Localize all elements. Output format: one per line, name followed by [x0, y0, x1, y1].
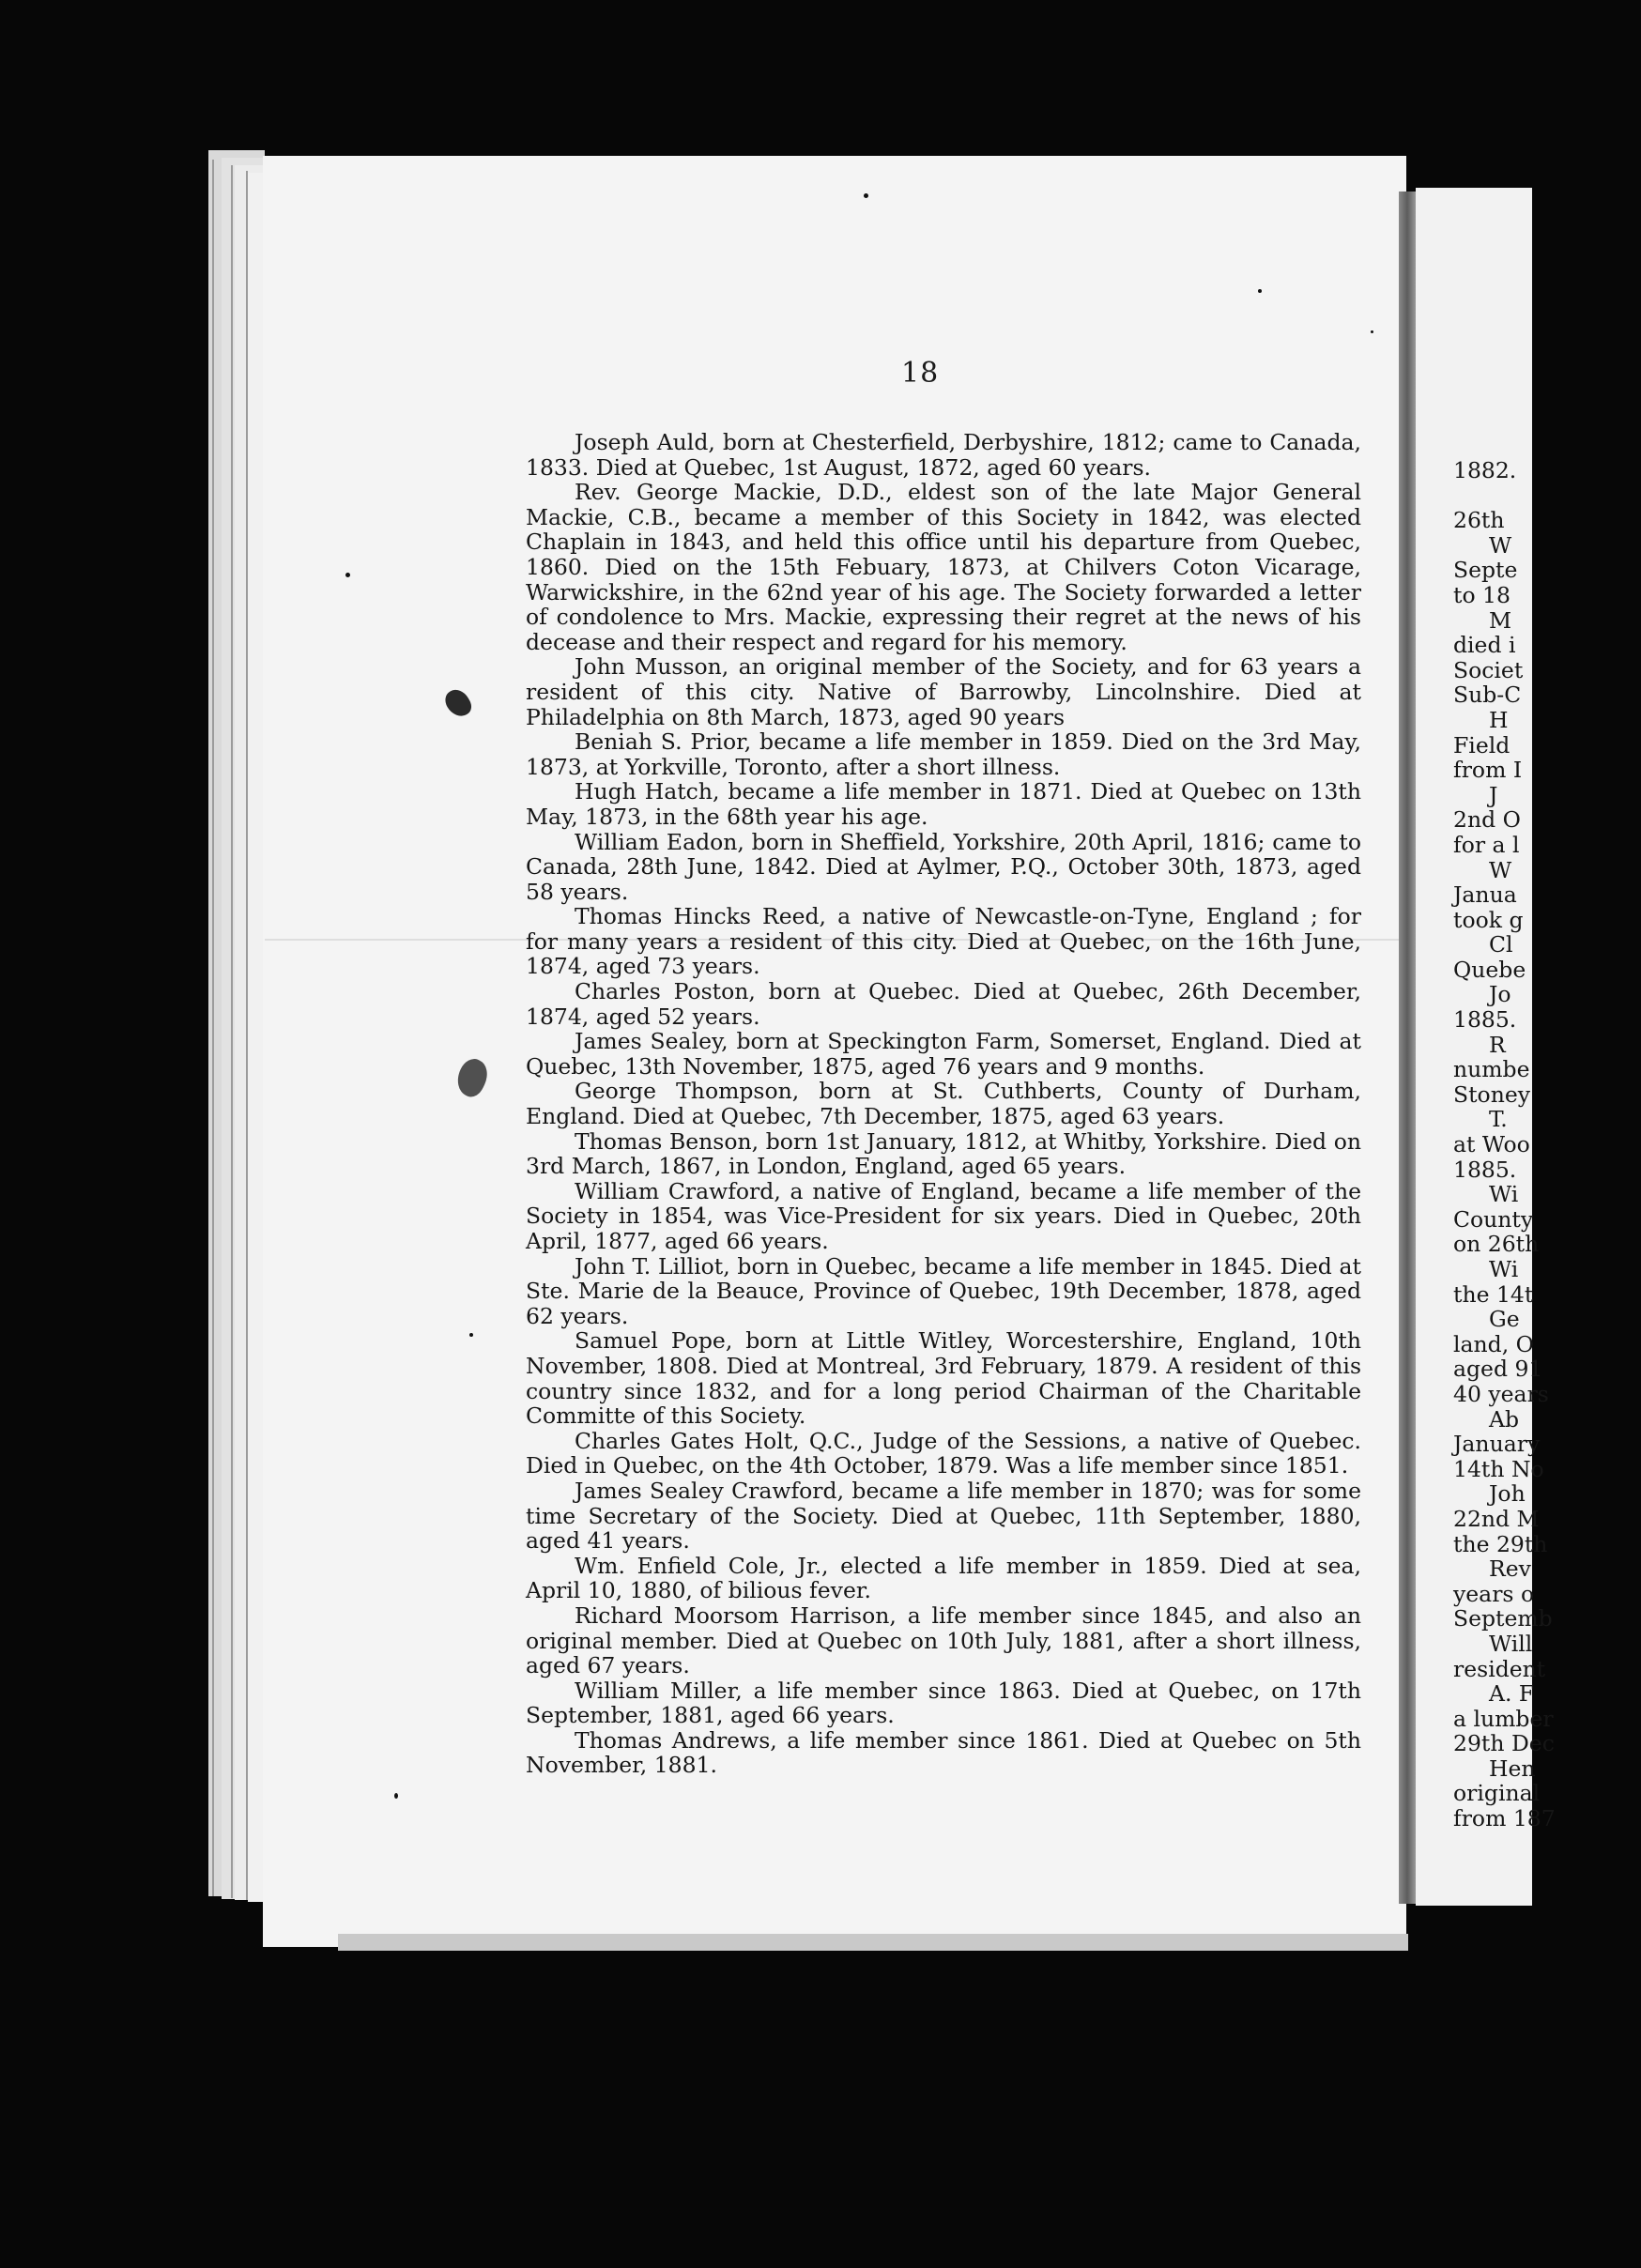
facing-page-line: County — [1453, 1205, 1534, 1233]
facing-page-line: land, O — [1453, 1330, 1534, 1357]
facing-page-line: A. F — [1489, 1680, 1535, 1708]
facing-page-line: took g — [1453, 906, 1524, 933]
obituary-entry: Wm. Enfield Cole, Jr., elected a life member in 1859. Died at sea, April 10, 1880, of bilious fever. — [526, 1552, 1361, 1604]
facing-page-line: 40 years — [1453, 1380, 1549, 1407]
facing-page-line: 22nd M — [1453, 1505, 1540, 1532]
facing-page-line: Wi — [1489, 1256, 1519, 1282]
facing-page-line: from 187 — [1453, 1805, 1556, 1832]
facing-page-text — [1453, 458, 1641, 1831]
obituary-entry: Samuel Pope, born at Little Witley, Worcestershire, England, 10th November, 1808. Died at Montreal, 3rd February, 1879. A resident of this country since 1832, and for a long period Chairman of the Charitable Committe of this Society. — [526, 1327, 1361, 1430]
facing-page-line: resident — [1453, 1655, 1546, 1682]
obituary-entry: Thomas Andrews, a life member since 1861. Died at Quebec on 5th November, 1881. — [526, 1726, 1361, 1779]
facing-page-line: the 14t — [1453, 1280, 1534, 1308]
facing-page-line: Field — [1453, 731, 1511, 759]
facing-page-line: aged 91 — [1453, 1356, 1543, 1383]
facing-page-line: at Woo — [1453, 1131, 1530, 1158]
facing-page-line: R — [1489, 1031, 1506, 1058]
page-number: 18 — [901, 357, 940, 390]
obituary-entry: John Musson, an original member of the Society, and for 63 years a resident of this city. Native of Barrowby, Lincolnshire. Died at Philadelphia on 8th March, 1873, aged 90 years — [526, 653, 1361, 730]
obituary-entry: Thomas Hincks Reed, a native of Newcastle-on-Tyne, England ; for for many years a resident of this city. Died at Quebec, on the 16th June, 1874, aged 73 years. — [526, 903, 1361, 980]
page-edge-line — [246, 171, 248, 1900]
ink-speck — [1371, 330, 1373, 333]
page-edge-line — [231, 165, 233, 1898]
obituary-entry: Hugh Hatch, became a life member in 1871. Died at Quebec on 13th May, 1873, in the 68th year his age. — [526, 778, 1361, 830]
page-bottom-edge — [338, 1934, 1408, 1951]
facing-page-line: Joh — [1489, 1480, 1526, 1508]
facing-page-line: to 18 — [1453, 581, 1511, 608]
facing-page-line: Septemb — [1453, 1605, 1553, 1632]
facing-page-line: Hen — [1489, 1755, 1536, 1782]
facing-page-line: on 26th — [1453, 1231, 1540, 1258]
facing-page-line: numbe — [1453, 1056, 1530, 1083]
facing-page-line: 1885. — [1453, 1156, 1517, 1183]
obituary-entry: William Miller, a life member since 1863. Died at Quebec, on 17th September, 1881, aged 66 years. — [526, 1677, 1361, 1729]
obituary-entry: Beniah S. Prior, became a life member in 1859. Died on the 3rd May, 1873, at Yorkville, Toronto, after a short illness. — [526, 728, 1361, 780]
page-edge-line — [212, 160, 214, 1896]
obituary-entry: James Sealey Crawford, became a life member in 1870; was for some time Secretary of the Society. Died at Quebec, 11th September, 1880, aged 41 years. — [526, 1477, 1361, 1555]
facing-page-line: from I — [1453, 757, 1523, 784]
facing-page-line: Ab — [1489, 1405, 1520, 1433]
obituary-list — [526, 430, 1361, 1778]
obituary-entry: William Eadon, born in Sheffield, Yorkshire, 20th April, 1816; came to Canada, 28th June, 1842. Died at Aylmer, P.Q., October 30th, 1873, aged 58 years. — [526, 828, 1361, 905]
facing-page-line: for a l — [1453, 831, 1520, 858]
facing-page-line: 1885. — [1453, 1006, 1517, 1034]
obituary-entry: William Crawford, a native of England, became a life member of the Society in 1854, was Vice-President for six years. Died in Quebec, 20th April, 1877, aged 66 years. — [526, 1177, 1361, 1254]
obituary-entry: James Sealey, born at Speckington Farm, Somerset, England. Died at Quebec, 13th November, 1875, aged 76 years and 9 months. — [526, 1028, 1361, 1080]
obituary-entry: Charles Gates Holt, Q.C., Judge of the Sessions, a native of Quebec. Died in Quebec, on the 4th October, 1879. Was a life member since 1851. — [526, 1427, 1361, 1479]
facing-page-line: T. — [1489, 1106, 1508, 1133]
facing-page-line: Ge — [1489, 1306, 1520, 1333]
facing-page-line: 29th Dec — [1453, 1730, 1555, 1757]
facing-page-line: Quebe — [1453, 956, 1526, 983]
ink-speck — [394, 1793, 398, 1799]
facing-page-line: W — [1489, 856, 1512, 883]
facing-page-line: Cl — [1489, 931, 1513, 958]
facing-page-line: Rev — [1489, 1555, 1531, 1583]
facing-page-line: Jo — [1489, 981, 1511, 1008]
book-gutter — [1399, 192, 1416, 1904]
ink-speck — [345, 573, 350, 577]
facing-page-line: Societ — [1453, 656, 1524, 683]
obituary-entry: George Thompson, born at St. Cuthberts, County of Durham, England. Died at Quebec, 7th December, 1875, aged 63 years. — [526, 1078, 1361, 1130]
obituary-entry: Rev. George Mackie, D.D., eldest son of the late Major General Mackie, C.B., became a member of this Society in 1842, was elected Chaplain in 1843, and held this office until his departure from Quebec, 1860. Died on the 15th Febuary, 1873, at Chilvers Coton Vicarage, Warwickshire, in the 62nd year of his age. The Society forwarded a letter of condolence to Mrs. Mackie, expressing their regret at the news of his decease and their respect and regard for his memory. — [526, 479, 1361, 655]
facing-page-line: Septe — [1453, 557, 1518, 584]
facing-page-line: H — [1489, 706, 1509, 733]
obituary-entry: Joseph Auld, born at Chesterfield, Derbyshire, 1812; came to Canada, 1833. Died at Quebec, 1st August, 1872, aged 60 years. — [526, 429, 1361, 481]
obituary-entry: John T. Lilliot, born in Quebec, became a life member in 1845. Died at Ste. Marie de la Beauce, Province of Quebec, 19th December, 1878, aged 62 years. — [526, 1252, 1361, 1329]
obituary-entry: Charles Poston, born at Quebec. Died at Quebec, 26th December, 1874, aged 52 years. — [526, 978, 1361, 1030]
facing-page-line: Janua — [1453, 881, 1517, 909]
facing-page-line: M — [1489, 606, 1512, 634]
facing-page-line: W — [1489, 531, 1512, 559]
facing-page-line: original — [1453, 1780, 1541, 1807]
facing-page-line: years o — [1453, 1580, 1535, 1607]
ink-speck — [469, 1333, 473, 1337]
facing-page-line: J — [1489, 781, 1498, 808]
facing-page-line — [1453, 483, 1641, 509]
facing-page-line: died i — [1453, 632, 1516, 659]
facing-page-line: Will — [1489, 1630, 1533, 1657]
ink-speck — [864, 193, 868, 198]
facing-page-line: Sub-C — [1453, 682, 1522, 709]
facing-page-line: 1882. — [1453, 457, 1517, 483]
obituary-entry: Richard Moorsom Harrison, a life member since 1845, and also an original member. Died at Quebec on 10th July, 1881, after a short illness, aged 67 years. — [526, 1601, 1361, 1679]
facing-page-line: the 29th — [1453, 1530, 1548, 1557]
facing-page-line: a lumber — [1453, 1705, 1554, 1732]
facing-page-line: Stoney — [1453, 1080, 1531, 1108]
facing-page-line: 2nd O — [1453, 806, 1521, 834]
ink-speck — [1258, 289, 1262, 293]
facing-page-line: 14th No — [1453, 1455, 1544, 1482]
facing-page-line: January — [1453, 1431, 1541, 1458]
facing-page-line: Wi — [1489, 1181, 1519, 1208]
facing-page-line: 26th — [1453, 507, 1505, 534]
obituary-entry: Thomas Benson, born 1st January, 1812, at Whitby, Yorkshire. Died on 3rd March, 1867, in London, England, aged 65 years. — [526, 1127, 1361, 1180]
